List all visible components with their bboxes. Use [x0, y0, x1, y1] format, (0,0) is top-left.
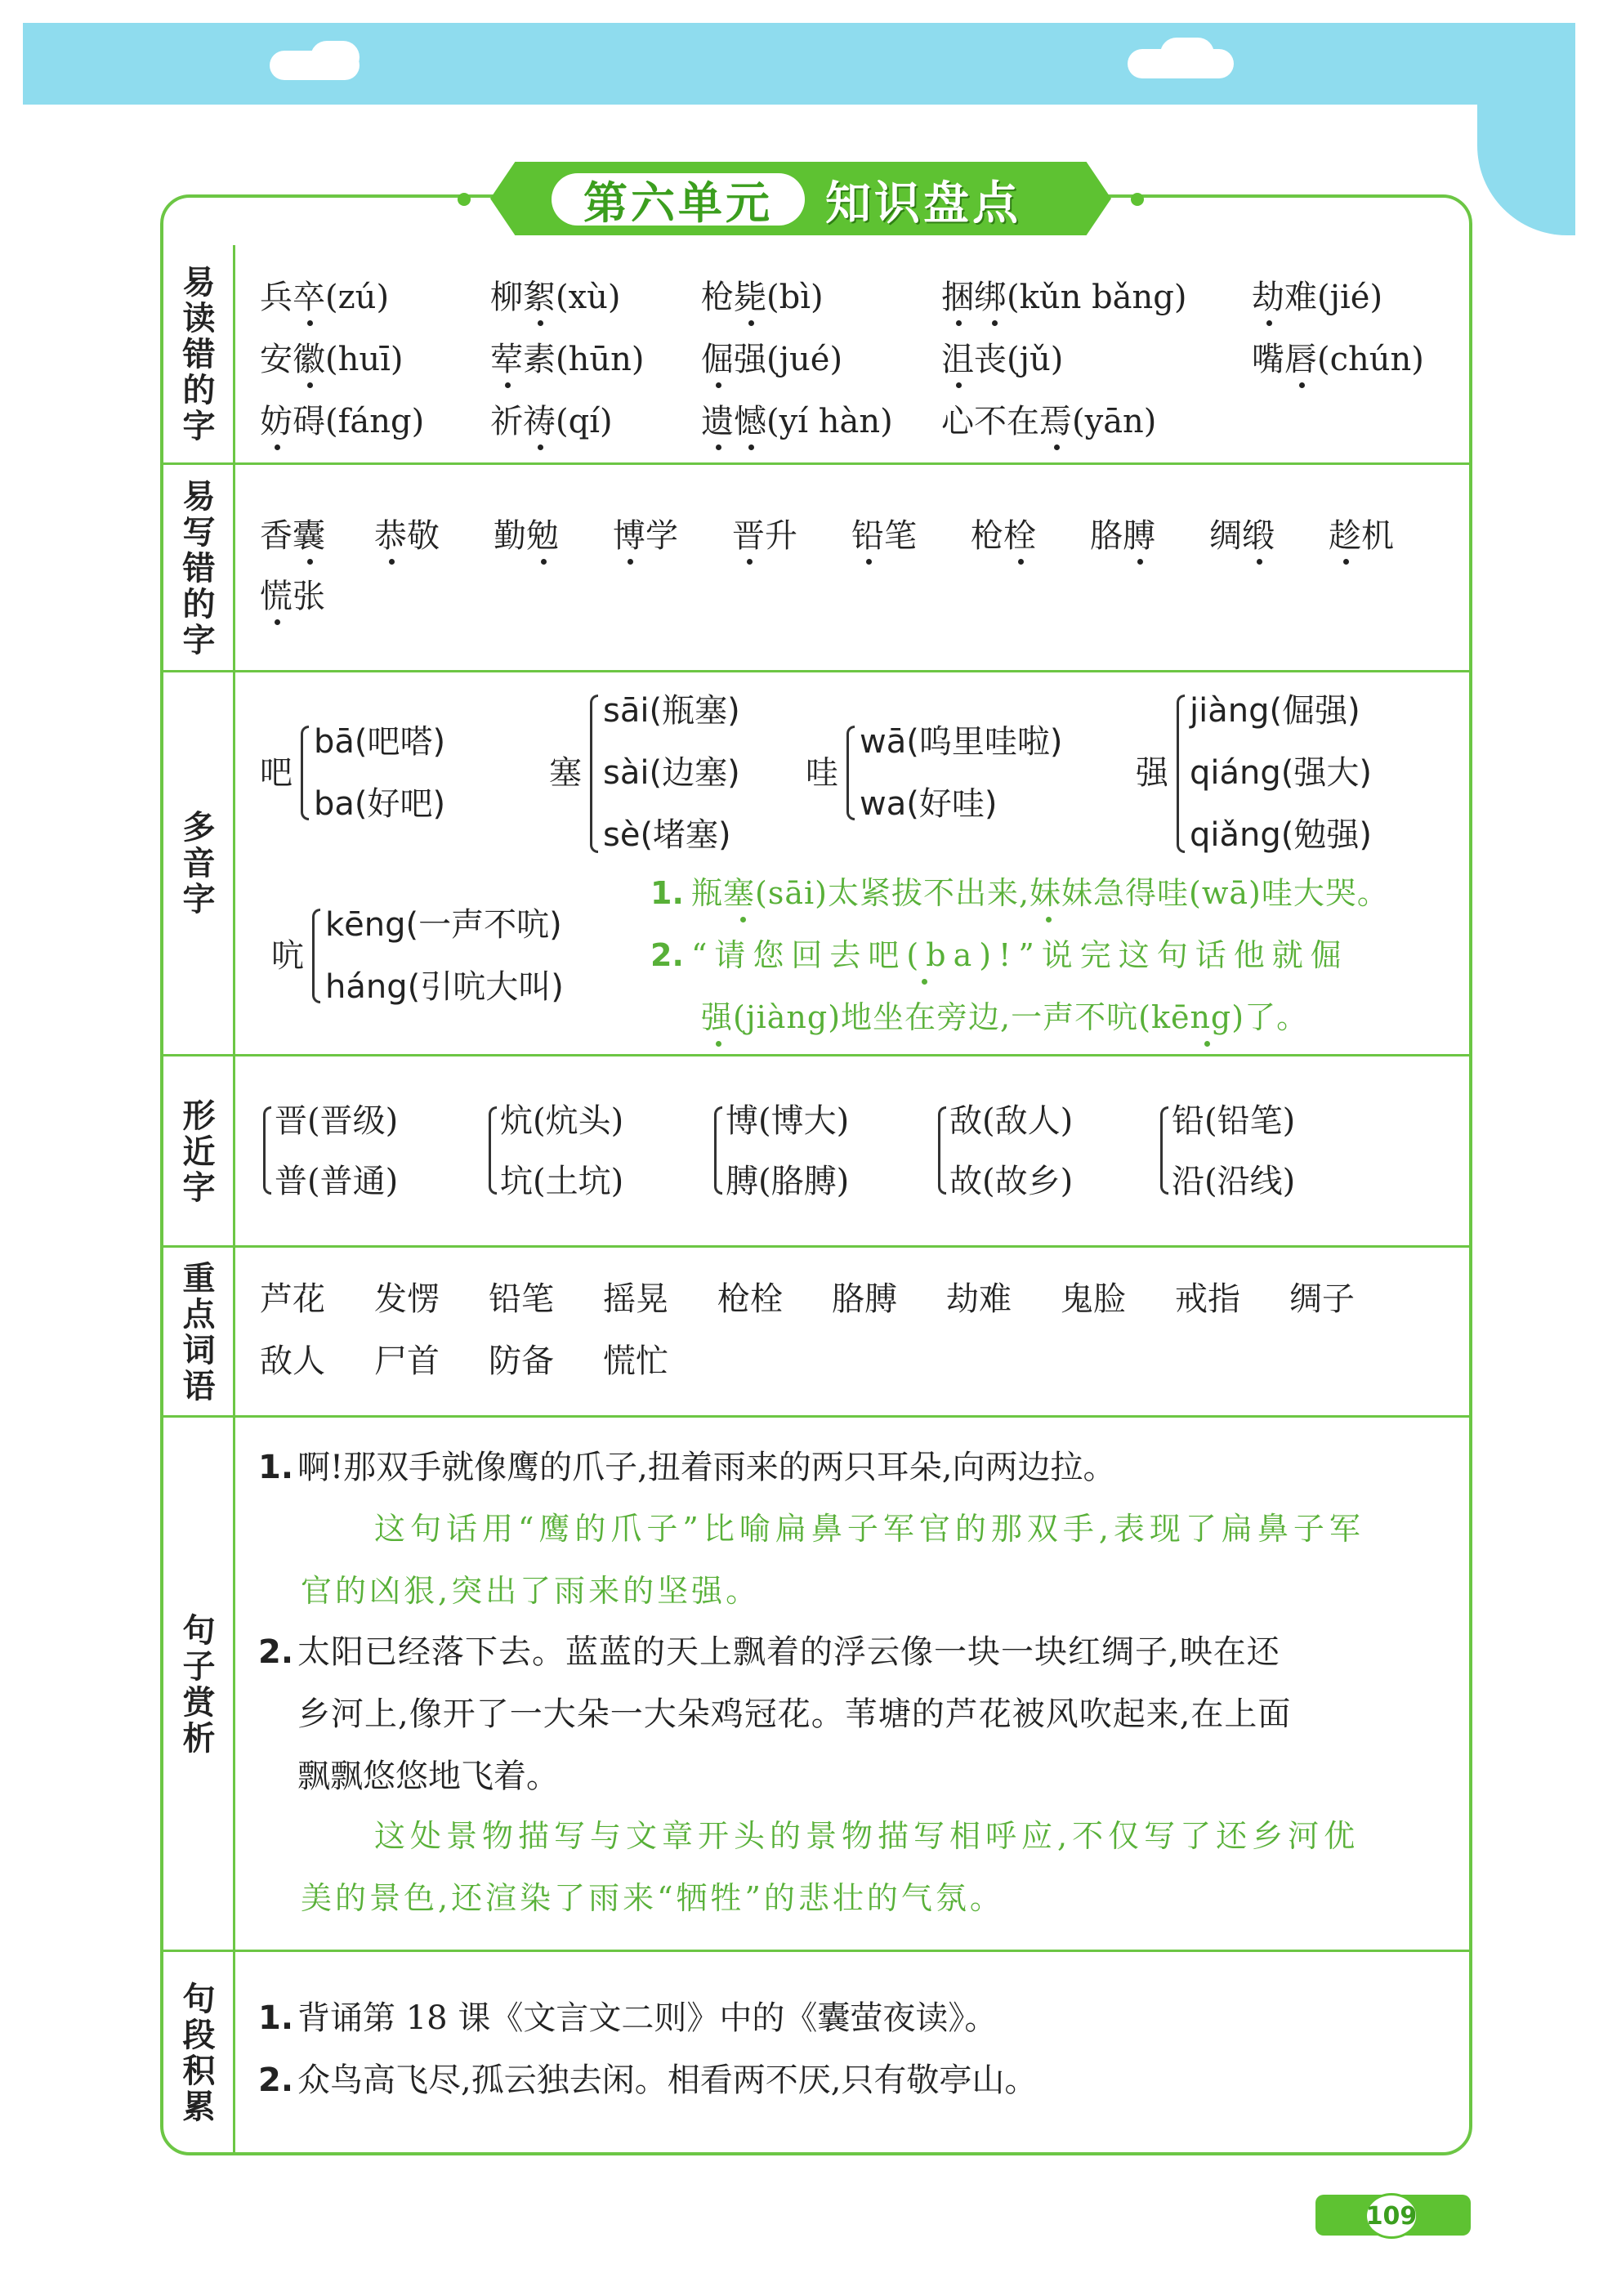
title-unit: 第六单元 — [552, 173, 805, 226]
title-subject: 知识盘点 — [825, 177, 1021, 230]
example-sentence: 强(jiàng)地坐在旁边,一声不吭(kēng)了。 — [701, 999, 1309, 1035]
example-sentence: 瓶塞(sāi)太紧拔不出来,妹妹急得哇(wā)哇大哭。 — [691, 875, 1389, 911]
emphasis-dot — [1343, 559, 1349, 565]
title-dot-left — [458, 193, 471, 206]
word-item: 祈祷(qí) — [490, 403, 613, 440]
sentence: 乡河上,像开了一大朵一大朵鸡冠花。苇塘的芦花被风吹起来,在上面 — [297, 1695, 1292, 1733]
brace — [301, 726, 309, 820]
emphasis-dot — [992, 320, 998, 326]
emphasis-dot — [956, 320, 962, 326]
word-item: 倔强(jué) — [701, 341, 843, 378]
poly-reading: kēng(一声不吭) — [325, 906, 562, 944]
item-number: 1. — [258, 1449, 294, 1486]
emphasis-dot — [275, 444, 280, 450]
word-item: 摇晃 — [603, 1280, 668, 1318]
analysis: 这句话用“鹰的爪子”比喻扁鼻子军官的那双手,表现了扁鼻子军 — [374, 1511, 1365, 1547]
word-item: 安徽(huī) — [260, 341, 404, 378]
word-item: 兵卒(zú) — [260, 279, 390, 316]
word-item: 慌张 — [260, 578, 325, 615]
word-item: 枪栓 — [717, 1280, 783, 1318]
brace — [1160, 1106, 1168, 1195]
analysis: 官的凶狠,突出了雨来的坚强。 — [301, 1573, 761, 1609]
emphasis-dot — [1137, 559, 1143, 565]
analysis: 这处景物描写与文章开头的景物描写相呼应,不仅写了还乡河优 — [374, 1818, 1360, 1854]
word-item: 绸子 — [1289, 1280, 1355, 1318]
emphasis-dot — [505, 382, 511, 388]
emphasis-dot — [541, 559, 547, 565]
sentence: 飘飘悠悠地飞着。 — [297, 1758, 559, 1795]
emphasis-dot — [628, 559, 633, 565]
word-item: 嘴唇(chún) — [1252, 341, 1424, 378]
brace — [938, 1106, 946, 1195]
example-sentence: “请您回去吧(ba)!”说完这句话他就倔 — [691, 937, 1349, 973]
section-label: 句段积累 — [177, 1981, 215, 2125]
page-title — [458, 154, 1144, 243]
emphasis-dot — [538, 444, 543, 450]
word-item: 柳絮(xù) — [490, 279, 621, 316]
brace — [846, 726, 855, 820]
poly-reading: sāi(瓶塞) — [603, 692, 740, 730]
poly-char: 强 — [1136, 754, 1168, 792]
emphasis-dot — [1266, 320, 1272, 326]
word-item: 鬼脸 — [1061, 1280, 1126, 1318]
word-item: 铅笔 — [851, 517, 917, 555]
emphasis-dot — [1204, 1041, 1210, 1047]
poly-char: 哇 — [806, 754, 838, 792]
emphasis-dot — [716, 382, 721, 388]
brace — [263, 1106, 271, 1195]
poly-reading: ba(好吧) — [314, 785, 446, 823]
brace — [489, 1106, 497, 1195]
word-item: 戒指 — [1175, 1280, 1240, 1318]
word-item: 香囊 — [260, 517, 325, 555]
emphasis-dot — [1054, 444, 1060, 450]
emphasis-dot — [748, 444, 754, 450]
word-item: 胳膊 — [1090, 517, 1155, 555]
similar-char: 沿(沿线) — [1172, 1163, 1296, 1200]
poly-char: 吧 — [260, 754, 293, 792]
poly-char: 塞 — [549, 754, 582, 792]
word-item: 心不在焉(yān) — [941, 403, 1157, 440]
similar-char: 炕(炕头) — [500, 1102, 624, 1140]
word-item: 勤勉 — [494, 517, 559, 555]
emphasis-dot — [538, 320, 543, 326]
emphasis-dot — [866, 559, 872, 565]
word-item: 恭敬 — [374, 517, 440, 555]
poly-reading: qiáng(强大) — [1190, 754, 1372, 792]
word-item: 晋升 — [732, 517, 797, 555]
section-passage-accumulation — [160, 1950, 1472, 2154]
title-dot-right — [1131, 193, 1144, 206]
emphasis-dot — [716, 1041, 721, 1047]
word-item: 荤素(hūn) — [490, 341, 645, 378]
emphasis-dot — [1046, 917, 1052, 922]
word-item: 慌忙 — [603, 1342, 668, 1380]
section-label: 易写错的字 — [177, 478, 215, 659]
word-item: 劫难 — [946, 1280, 1012, 1318]
section-label: 易读错的字 — [177, 265, 215, 444]
cloud-icon — [1160, 38, 1214, 70]
word-item: 防备 — [489, 1342, 554, 1380]
poly-reading: sài(边塞) — [603, 754, 740, 792]
similar-char: 故(故乡) — [949, 1163, 1074, 1200]
brace — [312, 909, 320, 1003]
emphasis-dot — [748, 320, 754, 326]
emphasis-dot — [307, 320, 313, 326]
similar-char: 晋(晋级) — [275, 1102, 399, 1140]
poly-reading: háng(引吭大叫) — [325, 968, 564, 1006]
page-number: 109 — [1365, 2193, 1418, 2239]
example-number: 2. — [650, 937, 684, 973]
word-item: 敌人 — [260, 1342, 325, 1380]
emphasis-dot — [740, 917, 746, 922]
accumulation-line: 背诵第 18 课《文言文二则》中的《囊萤夜读》。 — [297, 1999, 998, 2037]
analysis: 美的景色,还渲染了雨来“牺牲”的悲壮的气氛。 — [301, 1880, 1004, 1916]
sentence: 啊!那双手就像鹰的爪子,扭着雨来的两只耳朵,向两边拉。 — [297, 1449, 1116, 1486]
emphasis-dot — [307, 559, 313, 565]
similar-char: 普(普通) — [275, 1163, 399, 1200]
poly-reading: jiàng(倔强) — [1190, 692, 1360, 730]
emphasis-dot — [307, 382, 313, 388]
section-label: 句子赏析 — [177, 1612, 215, 1757]
brace — [1177, 695, 1185, 853]
poly-reading: sè(堵塞) — [603, 816, 731, 854]
item-number: 2. — [258, 2061, 294, 2099]
word-item: 绸缎 — [1209, 517, 1275, 555]
poly-reading: wa(好哇) — [860, 785, 998, 823]
word-item: 捆绑(kǔn bǎng) — [941, 279, 1187, 316]
sky-corner — [1477, 105, 1575, 235]
word-item: 妨碍(fáng) — [260, 403, 425, 440]
word-item: 遗憾(yí hàn) — [701, 403, 893, 440]
cloud-icon — [310, 41, 360, 74]
section-label: 重点词语 — [177, 1260, 215, 1405]
similar-char: 坑(土坑) — [500, 1163, 624, 1200]
word-item: 胳膊 — [832, 1280, 897, 1318]
poly-reading: wā(呜里哇啦) — [860, 723, 1063, 761]
accumulation-line: 众鸟高飞尽,孤云独去闲。相看两不厌,只有敬亭山。 — [297, 2061, 1038, 2099]
section-miswritten — [160, 462, 1472, 672]
sky-banner — [23, 23, 1575, 105]
emphasis-dot — [716, 444, 721, 450]
word-item: 发愣 — [374, 1280, 440, 1318]
word-item: 尸首 — [374, 1342, 440, 1380]
poly-char: 吭 — [271, 937, 304, 975]
emphasis-dot — [922, 979, 927, 985]
item-number: 2. — [258, 1633, 294, 1671]
sentence: 太阳已经落下去。蓝蓝的天上飘着的浮云像一块一块红绸子,映在还 — [297, 1633, 1280, 1671]
brace — [714, 1106, 722, 1195]
word-item: 趁机 — [1329, 517, 1394, 555]
poly-reading: qiǎng(勉强) — [1190, 816, 1372, 854]
poly-reading: bā(吧嗒) — [314, 723, 446, 761]
word-item: 芦花 — [260, 1280, 325, 1318]
word-item: 博学 — [613, 517, 678, 555]
emphasis-dot — [275, 619, 280, 625]
emphasis-dot — [747, 559, 753, 565]
similar-char: 敌(敌人) — [949, 1102, 1074, 1140]
section-sentence-analysis — [160, 1415, 1472, 1951]
section-similar-chars — [160, 1054, 1472, 1247]
similar-char: 博(博大) — [726, 1102, 850, 1140]
word-item: 枪栓 — [971, 517, 1036, 555]
emphasis-dot — [956, 382, 962, 388]
similar-char: 膊(胳膊) — [726, 1163, 850, 1200]
similar-char: 铅(铅笔) — [1172, 1102, 1296, 1140]
item-number: 1. — [258, 1999, 294, 2037]
example-number: 1. — [650, 875, 684, 911]
word-item: 枪毙(bì) — [701, 279, 824, 316]
emphasis-dot — [389, 559, 395, 565]
section-label: 多音字 — [177, 809, 215, 918]
emphasis-dot — [1257, 559, 1262, 565]
word-item: 沮丧(jǔ) — [941, 341, 1064, 378]
emphasis-dot — [1299, 382, 1305, 388]
word-item: 铅笔 — [489, 1280, 554, 1318]
section-key-words — [160, 1245, 1472, 1417]
brace — [590, 695, 598, 853]
emphasis-dot — [1018, 559, 1024, 565]
word-item: 劫难(jié) — [1252, 279, 1383, 316]
section-label: 形近字 — [177, 1097, 215, 1206]
